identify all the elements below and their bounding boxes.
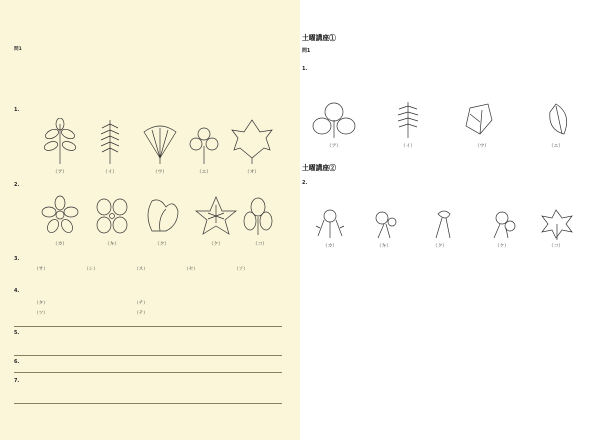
figure-label: （キ） [104,242,120,247]
question-6-number: 6. [14,359,20,365]
flower-icon-ko [244,198,272,235]
question-7-number: 7. [14,378,20,384]
leaf-icon-c [466,104,492,134]
flower-icon-ki [97,199,127,233]
question-3 [14,256,284,263]
question-4 [14,288,284,295]
leaf-icon-a [313,103,355,138]
flower-figures-q2 [40,195,275,237]
flower-icon-ku [436,211,450,238]
figure-label: （ウ） [152,170,168,175]
exam-page-right [300,0,600,440]
option-item: （セ） [184,267,198,272]
flower-figures-s2 [310,206,590,240]
leaf-icon-a [43,118,77,164]
answer-line [14,326,282,327]
question-5-number: 5. [14,330,20,336]
flower-icon-ku [148,200,178,231]
question-2-number: 2. [14,182,20,188]
option-item: （テ） [134,311,148,316]
question-2 [14,182,284,189]
figure-label: （コ） [252,242,268,247]
leaf-icon-d [550,104,567,134]
answer-line [14,355,282,356]
flower-icon-ko [542,210,572,240]
option-item: （ス） [134,267,148,272]
question-3-number: 3. [14,256,20,262]
question-6 [14,359,284,366]
section-1-intro [302,48,594,55]
leaf-icon-e [232,120,272,164]
figure-label: （エ） [548,144,564,149]
figure-label: （ク） [432,244,448,249]
question-5 [14,330,284,337]
figure-label: （イ） [400,144,416,149]
question-1-number: 1. [14,107,20,113]
answer-line [14,372,282,373]
intro-number: 問1 [14,47,22,52]
section-1-question-1 [302,66,594,73]
figure-label: （カ） [322,244,338,249]
question-7 [14,378,284,385]
figure-label: （ア） [52,170,68,175]
figure-label: （オ） [244,170,260,175]
figure-label: （ケ） [494,244,510,249]
leaf-figures-q1 [40,118,275,166]
leaf-icon-b [398,102,418,138]
flower-icon-ka [42,196,78,235]
flower-icon-ke [494,212,515,238]
figure-label: （コ） [548,244,564,249]
option-item: （タ） [34,301,48,306]
question-1 [14,107,284,114]
figure-label: （ウ） [474,144,490,149]
figure-label: （エ） [196,170,212,175]
leaf-icon-d [190,128,218,164]
option-item: （サ） [34,267,48,272]
leaf-icon-c [144,126,176,164]
answer-line [14,403,282,404]
flower-icon-ki [376,212,396,238]
flower-icon-ke [196,197,236,234]
figure-label: （キ） [376,244,392,249]
figure-label: （ク） [154,242,170,247]
section-1-question-1-number: 1. [302,66,308,72]
leaf-figures-s1 [310,100,585,140]
section-1-intro-number: 問1 [302,48,311,54]
option-item: （ソ） [234,267,248,272]
question-4-number: 4. [14,288,20,294]
intro-text [14,46,284,54]
figure-label: （イ） [102,170,118,175]
option-item: （ツ） [34,311,48,316]
leaf-icon-b [101,120,119,164]
option-item: （シ） [84,267,98,272]
section-title-1: 土曜講座① [302,34,336,42]
section-2-question-2-number: 2. [302,180,308,186]
figure-label: （ア） [326,144,342,149]
section-2-question-2 [302,180,594,187]
figure-label: （ケ） [208,242,224,247]
figure-label: （カ） [52,242,68,247]
option-item: （チ） [134,301,148,306]
section-title-2: 土曜講座② [302,164,336,172]
flower-icon-ka [316,210,344,238]
